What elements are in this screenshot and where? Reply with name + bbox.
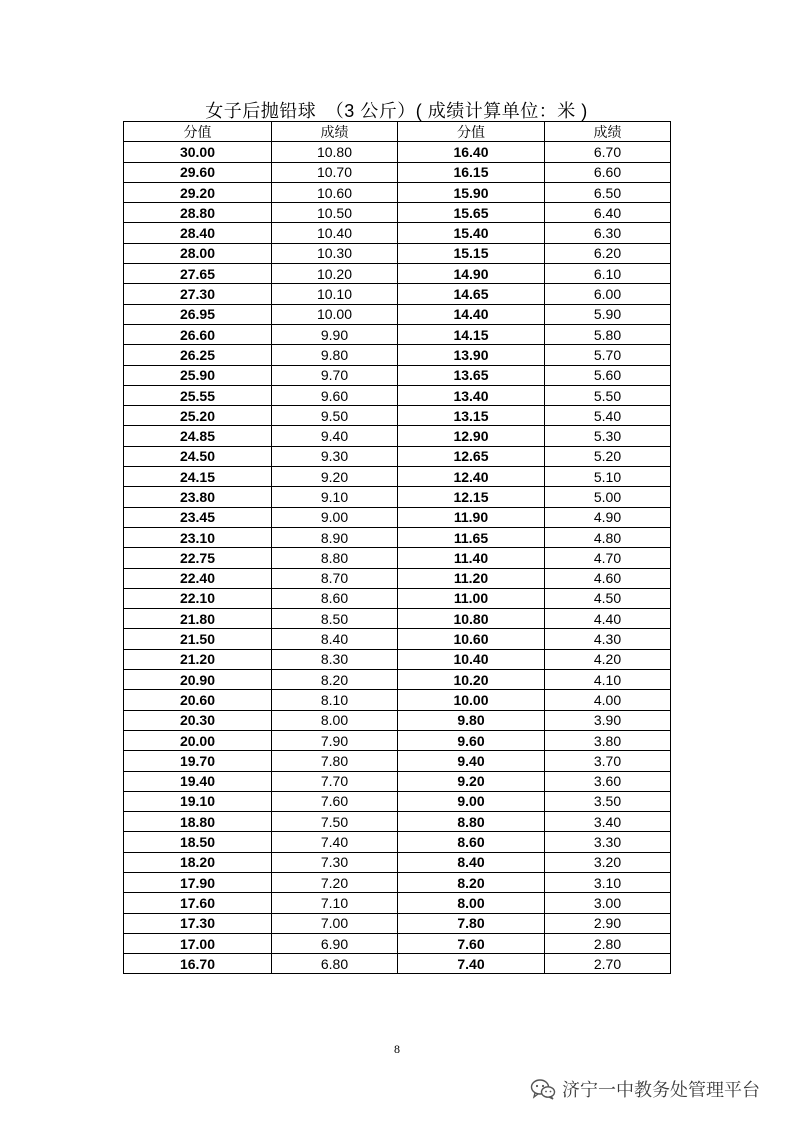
cell-score: 20.00 <box>124 730 272 750</box>
cell-result: 8.00 <box>272 710 398 730</box>
cell-score: 12.15 <box>398 487 545 507</box>
cell-result: 7.90 <box>272 730 398 750</box>
table-row <box>124 791 671 811</box>
cell-score: 10.60 <box>398 629 545 649</box>
cell-result: 3.50 <box>545 791 671 811</box>
cell-result: 8.90 <box>272 527 398 547</box>
cell-result: 3.20 <box>545 852 671 872</box>
cell-score: 26.60 <box>124 324 272 344</box>
cell-result: 10.00 <box>272 304 398 324</box>
cell-result: 4.40 <box>545 609 671 629</box>
table-row <box>124 527 671 547</box>
cell-score: 16.70 <box>124 954 272 974</box>
cell-result: 4.20 <box>545 649 671 669</box>
cell-result: 10.70 <box>272 162 398 182</box>
cell-result: 9.90 <box>272 324 398 344</box>
table-row <box>124 649 671 669</box>
cell-result: 3.40 <box>545 812 671 832</box>
cell-score: 12.40 <box>398 467 545 487</box>
cell-score: 17.60 <box>124 893 272 913</box>
cell-score: 22.40 <box>124 568 272 588</box>
cell-score: 28.80 <box>124 203 272 223</box>
cell-score: 21.80 <box>124 609 272 629</box>
cell-result: 4.50 <box>545 588 671 608</box>
table-row <box>124 487 671 507</box>
table-row <box>124 284 671 304</box>
cell-score: 7.40 <box>398 954 545 974</box>
cell-result: 8.40 <box>272 629 398 649</box>
cell-score: 22.75 <box>124 548 272 568</box>
cell-score: 30.00 <box>124 142 272 162</box>
cell-result: 4.30 <box>545 629 671 649</box>
table-row <box>124 324 671 344</box>
cell-score: 11.65 <box>398 527 545 547</box>
cell-result: 7.20 <box>272 872 398 892</box>
cell-result: 6.20 <box>545 243 671 263</box>
cell-result: 9.10 <box>272 487 398 507</box>
cell-result: 6.00 <box>545 284 671 304</box>
cell-score: 20.30 <box>124 710 272 730</box>
table-row <box>124 223 671 243</box>
cell-score: 29.60 <box>124 162 272 182</box>
cell-score: 13.65 <box>398 365 545 385</box>
cell-result: 6.50 <box>545 182 671 202</box>
cell-score: 18.20 <box>124 852 272 872</box>
cell-result: 7.40 <box>272 832 398 852</box>
cell-score: 17.30 <box>124 913 272 933</box>
watermark <box>530 1077 760 1101</box>
cell-score: 23.45 <box>124 507 272 527</box>
column-header-result-2: 成绩 <box>545 122 671 142</box>
table-row <box>124 893 671 913</box>
cell-result: 4.70 <box>545 548 671 568</box>
table-row <box>124 345 671 365</box>
cell-score: 7.60 <box>398 933 545 953</box>
cell-score: 18.80 <box>124 812 272 832</box>
table-row <box>124 751 671 771</box>
cell-result: 3.90 <box>545 710 671 730</box>
cell-score: 20.90 <box>124 670 272 690</box>
cell-result: 10.40 <box>272 223 398 243</box>
cell-score: 17.90 <box>124 872 272 892</box>
cell-score: 11.40 <box>398 548 545 568</box>
cell-score: 26.95 <box>124 304 272 324</box>
cell-result: 6.40 <box>545 203 671 223</box>
table-header-row <box>124 122 671 142</box>
cell-score: 19.10 <box>124 791 272 811</box>
table-row <box>124 913 671 933</box>
cell-result: 8.70 <box>272 568 398 588</box>
cell-score: 15.65 <box>398 203 545 223</box>
cell-result: 2.90 <box>545 913 671 933</box>
column-header-result-1: 成绩 <box>272 122 398 142</box>
cell-score: 8.80 <box>398 812 545 832</box>
cell-result: 4.00 <box>545 690 671 710</box>
table-row <box>124 426 671 446</box>
cell-result: 5.90 <box>545 304 671 324</box>
cell-result: 6.60 <box>545 162 671 182</box>
cell-result: 5.80 <box>545 324 671 344</box>
cell-result: 9.50 <box>272 406 398 426</box>
cell-score: 26.25 <box>124 345 272 365</box>
cell-score: 9.80 <box>398 710 545 730</box>
cell-score: 8.00 <box>398 893 545 913</box>
cell-result: 6.30 <box>545 223 671 243</box>
table-row <box>124 771 671 791</box>
cell-score: 14.15 <box>398 324 545 344</box>
cell-result: 7.00 <box>272 913 398 933</box>
cell-result: 2.70 <box>545 954 671 974</box>
table-row <box>124 730 671 750</box>
cell-result: 7.80 <box>272 751 398 771</box>
cell-result: 8.60 <box>272 588 398 608</box>
table-row <box>124 264 671 284</box>
table-row <box>124 568 671 588</box>
table-row <box>124 852 671 872</box>
cell-score: 25.90 <box>124 365 272 385</box>
cell-score: 13.15 <box>398 406 545 426</box>
cell-score: 18.50 <box>124 832 272 852</box>
cell-score: 17.00 <box>124 933 272 953</box>
cell-score: 15.40 <box>398 223 545 243</box>
cell-result: 10.10 <box>272 284 398 304</box>
table-row <box>124 629 671 649</box>
column-header-score-1: 分值 <box>124 122 272 142</box>
table-row <box>124 690 671 710</box>
cell-score: 21.20 <box>124 649 272 669</box>
cell-result: 3.70 <box>545 751 671 771</box>
cell-score: 24.50 <box>124 446 272 466</box>
cell-result: 10.30 <box>272 243 398 263</box>
page-number: 8 <box>394 1042 400 1056</box>
table-row <box>124 832 671 852</box>
cell-score: 23.10 <box>124 527 272 547</box>
cell-result: 6.90 <box>272 933 398 953</box>
table-row <box>124 385 671 405</box>
table-body <box>124 142 671 974</box>
table-row <box>124 203 671 223</box>
cell-score: 11.90 <box>398 507 545 527</box>
cell-score: 11.20 <box>398 568 545 588</box>
cell-result: 7.10 <box>272 893 398 913</box>
cell-result: 8.10 <box>272 690 398 710</box>
column-header-score-2: 分值 <box>398 122 545 142</box>
cell-result: 5.50 <box>545 385 671 405</box>
cell-result: 10.80 <box>272 142 398 162</box>
cell-result: 5.30 <box>545 426 671 446</box>
cell-result: 3.30 <box>545 832 671 852</box>
cell-score: 10.20 <box>398 670 545 690</box>
table-row <box>124 142 671 162</box>
watermark-text: 济宁一中教务处管理平台 <box>562 1080 760 1100</box>
cell-score: 24.85 <box>124 426 272 446</box>
cell-score: 14.40 <box>398 304 545 324</box>
cell-result: 5.10 <box>545 467 671 487</box>
cell-score: 9.00 <box>398 791 545 811</box>
cell-score: 10.40 <box>398 649 545 669</box>
cell-score: 9.60 <box>398 730 545 750</box>
cell-score: 11.00 <box>398 588 545 608</box>
cell-result: 4.10 <box>545 670 671 690</box>
table-row <box>124 446 671 466</box>
cell-result: 7.60 <box>272 791 398 811</box>
table-row <box>124 872 671 892</box>
table-row <box>124 548 671 568</box>
cell-score: 8.20 <box>398 872 545 892</box>
cell-result: 7.30 <box>272 852 398 872</box>
table-row <box>124 243 671 263</box>
cell-result: 9.80 <box>272 345 398 365</box>
cell-score: 29.20 <box>124 182 272 202</box>
cell-score: 10.80 <box>398 609 545 629</box>
cell-result: 9.00 <box>272 507 398 527</box>
cell-score: 9.20 <box>398 771 545 791</box>
cell-score: 7.80 <box>398 913 545 933</box>
cell-result: 5.70 <box>545 345 671 365</box>
cell-score: 28.00 <box>124 243 272 263</box>
table-row <box>124 812 671 832</box>
cell-score: 15.90 <box>398 182 545 202</box>
cell-result: 2.80 <box>545 933 671 953</box>
cell-result: 8.50 <box>272 609 398 629</box>
table-row <box>124 182 671 202</box>
cell-score: 22.10 <box>124 588 272 608</box>
table-title: 女子后抛铅球 （3 公斤）( 成绩计算单位：米 ) <box>205 101 588 121</box>
cell-score: 28.40 <box>124 223 272 243</box>
table-row <box>124 406 671 426</box>
cell-result: 7.70 <box>272 771 398 791</box>
cell-result: 10.50 <box>272 203 398 223</box>
cell-result: 6.10 <box>545 264 671 284</box>
table-row <box>124 304 671 324</box>
cell-result: 6.70 <box>545 142 671 162</box>
cell-result: 7.50 <box>272 812 398 832</box>
cell-result: 4.90 <box>545 507 671 527</box>
cell-result: 3.80 <box>545 730 671 750</box>
cell-result: 9.60 <box>272 385 398 405</box>
cell-score: 21.50 <box>124 629 272 649</box>
cell-score: 13.40 <box>398 385 545 405</box>
table-row <box>124 588 671 608</box>
cell-result: 4.80 <box>545 527 671 547</box>
table-row <box>124 670 671 690</box>
cell-score: 14.65 <box>398 284 545 304</box>
cell-score: 9.40 <box>398 751 545 771</box>
table-row <box>124 365 671 385</box>
cell-score: 10.00 <box>398 690 545 710</box>
cell-score: 27.65 <box>124 264 272 284</box>
cell-result: 5.20 <box>545 446 671 466</box>
cell-score: 20.60 <box>124 690 272 710</box>
table-row <box>124 467 671 487</box>
cell-score: 16.15 <box>398 162 545 182</box>
cell-result: 10.20 <box>272 264 398 284</box>
wechat-icon <box>530 1078 556 1100</box>
cell-result: 3.10 <box>545 872 671 892</box>
cell-score: 14.90 <box>398 264 545 284</box>
cell-score: 25.55 <box>124 385 272 405</box>
cell-score: 12.65 <box>398 446 545 466</box>
score-table <box>123 121 671 974</box>
cell-result: 9.40 <box>272 426 398 446</box>
table-row <box>124 507 671 527</box>
cell-score: 24.15 <box>124 467 272 487</box>
cell-score: 8.60 <box>398 832 545 852</box>
table-row <box>124 933 671 953</box>
cell-score: 8.40 <box>398 852 545 872</box>
table-row <box>124 954 671 974</box>
cell-score: 19.70 <box>124 751 272 771</box>
cell-result: 8.20 <box>272 670 398 690</box>
cell-score: 19.40 <box>124 771 272 791</box>
cell-score: 13.90 <box>398 345 545 365</box>
table-row <box>124 162 671 182</box>
cell-result: 8.80 <box>272 548 398 568</box>
cell-score: 23.80 <box>124 487 272 507</box>
cell-score: 16.40 <box>398 142 545 162</box>
cell-result: 6.80 <box>272 954 398 974</box>
cell-result: 3.60 <box>545 771 671 791</box>
cell-result: 9.70 <box>272 365 398 385</box>
cell-result: 8.30 <box>272 649 398 669</box>
cell-score: 25.20 <box>124 406 272 426</box>
cell-score: 15.15 <box>398 243 545 263</box>
cell-score: 27.30 <box>124 284 272 304</box>
table-row <box>124 609 671 629</box>
cell-result: 5.00 <box>545 487 671 507</box>
cell-result: 9.30 <box>272 446 398 466</box>
table-row <box>124 710 671 730</box>
cell-result: 4.60 <box>545 568 671 588</box>
cell-result: 9.20 <box>272 467 398 487</box>
cell-result: 10.60 <box>272 182 398 202</box>
cell-result: 5.40 <box>545 406 671 426</box>
cell-score: 12.90 <box>398 426 545 446</box>
cell-result: 5.60 <box>545 365 671 385</box>
cell-result: 3.00 <box>545 893 671 913</box>
